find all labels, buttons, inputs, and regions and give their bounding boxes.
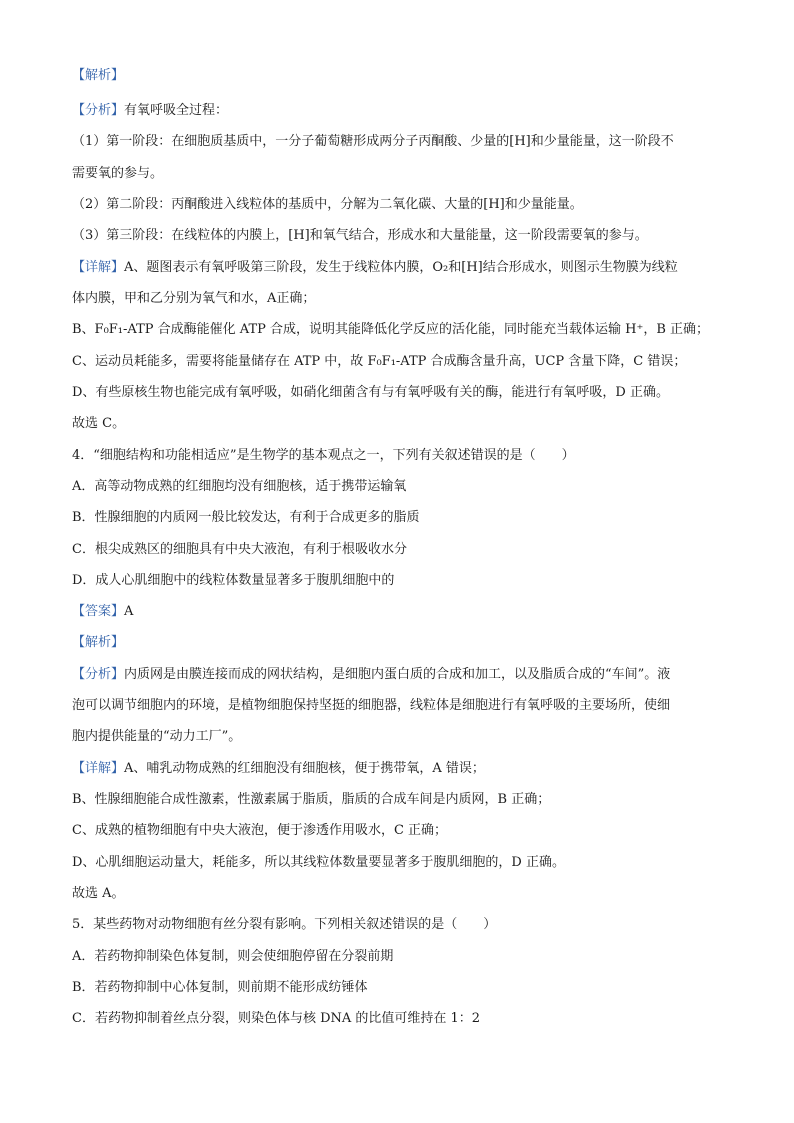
text-line [72,164,163,184]
text-line [72,383,669,403]
text-line [72,915,496,935]
text-line [72,790,550,810]
section-line [72,258,678,278]
text-line [72,853,565,873]
line-text: B．若药物抑制中心体复制，则前期不能形成纺锤体 [72,980,368,995]
text-line [72,352,686,372]
section-tag: 【分析】 [72,667,125,682]
text-line [72,289,315,309]
text-line [72,446,575,466]
section-line [72,602,133,622]
text-line [72,508,420,528]
section-line [72,66,124,86]
line-text: A．若药物抑制染色体复制，则会使细胞停留在分裂前期 [72,949,394,964]
text-line [72,132,674,152]
text-line [72,320,709,340]
line-text: C．若药物抑制着丝点分裂，则染色体与核 DNA 的比值可维持在 1：2 [72,1011,481,1026]
text-line [72,477,406,497]
line-text: 5．某些药物对动物细胞有丝分裂有影响。下列相关叙述错误的是（ ） [72,917,497,932]
line-text: 胞内提供能量的“动力工厂”。 [72,729,242,744]
section-line [72,633,124,653]
line-text: B．性腺细胞的内质网一般比较发达，有利于合成更多的脂质 [72,510,420,525]
line-text: A、哺乳动物成熟的红细胞没有细胞核，便于携带氧，A 错误； [124,761,485,776]
line-text: A．高等动物成熟的红细胞均没有细胞核，适于携带运输氧 [72,479,407,494]
section-tag: 【解析】 [72,68,125,83]
line-text: 故选 C。 [72,416,126,431]
line-text: A、题图表示有氧呼吸第三阶段，发生于线粒体内膜，O₂和[H]结合形成水，则图示生物膜为线粒 [124,260,678,275]
section-tag: 【详解】 [72,761,125,776]
line-text: （3）第三阶段：在线粒体的内膜上，[H]和氧气结合，形成水和大量能量，这一阶段需要氧的参与。 [72,228,648,243]
section-line [72,759,485,779]
section-line [72,665,670,685]
line-text: 内质网是由膜连接而成的网状结构，是细胞内蛋白质的合成和加工，以及脂质合成的“车间”。液 [124,667,671,682]
section-tag: 【答案】 [72,604,125,619]
line-text: （2）第二阶段：丙酮酸进入线粒体的基质中，分解为二氧化碳、大量的[H]和少量能量。 [72,197,583,212]
text-line [72,727,241,747]
line-text: B、性腺细胞能合成性激素，性激素属于脂质，脂质的合成车间是内质网，B 正确； [72,792,551,807]
line-text: C．根尖成熟区的细胞具有中央大液泡，有利于根吸收水分 [72,542,407,557]
text-line [72,884,125,904]
text-line [72,696,670,716]
line-text: D、有些原核生物也能完成有氧呼吸，如硝化细菌含有与有氧呼吸有关的酶，能进行有氧呼吸，D 正确。 [72,385,669,400]
line-text: 体内膜，甲和乙分别为氧气和水，A正确； [72,291,316,306]
line-text: B、F₀F₁-ATP 合成酶能催化 ATP 合成，说明其能降低化学反应的活化能，同时能充当载体运输 H⁺，B 正确； [72,322,710,337]
text-line [72,1009,480,1029]
line-text: （1）第一阶段：在细胞质基质中，一分子葡萄糖形成两分子丙酮酸、少量的[H]和少量能量，这一阶段不 [72,134,674,149]
section-tag: 【解析】 [72,635,125,650]
text-line [72,947,393,967]
line-text: C、成熟的植物细胞有中央大液泡，便于渗透作用吸水，C 正确； [72,823,448,838]
text-line [72,414,125,434]
line-text: 需要氧的参与。 [72,166,164,181]
line-text: D、心肌细胞运动量大，耗能多，所以其线粒体数量要显著多于腹肌细胞的，D 正确。 [72,855,565,870]
text-line [72,571,394,591]
line-text: 有氧呼吸全过程： [124,103,229,118]
section-tag: 【分析】 [72,103,125,118]
text-line [72,821,447,841]
text-line [72,540,407,560]
line-text: D．成人心肌细胞中的线粒体数量显著多于腹肌细胞中的 [72,573,395,588]
line-text: 故选 A。 [72,886,125,901]
section-line [72,101,228,121]
line-text: C、运动员耗能多，需要将能量储存在 ATP 中，故 F₀F₁-ATP 合成酶含量升高，UCP 含量下降，C 错误； [72,354,687,369]
line-text: 4．“细胞结构和功能相适应”是生物学的基本观点之一，下列有关叙述错误的是（ ） [72,448,575,463]
line-text: A [124,604,134,619]
text-line [72,226,648,246]
line-text: 泡可以调节细胞内的环境，是植物细胞保持坚挺的细胞器，线粒体是细胞进行有氧呼吸的主要场所，使细 [72,698,671,713]
section-tag: 【详解】 [72,260,125,275]
text-line [72,195,583,215]
text-line [72,978,368,998]
